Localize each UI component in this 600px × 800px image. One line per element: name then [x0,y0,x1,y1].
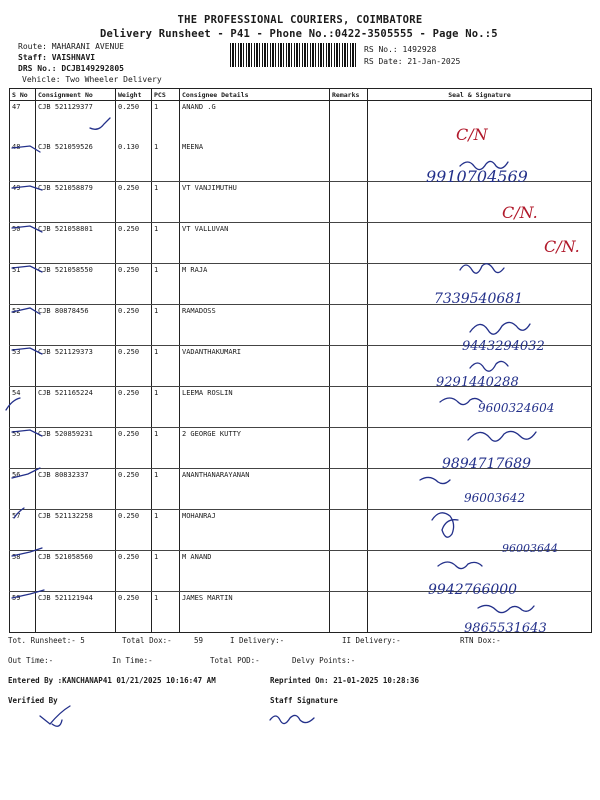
tick-mark [90,118,110,129]
row-sno: 54 [10,387,36,428]
row-pcs: 1 [152,141,180,182]
row-sno: 49 [10,182,36,223]
row-consignment: CJB 521058879 [36,182,116,223]
strike-mark [12,146,40,152]
row-consignee: 2 GEORGE KUTTY [180,428,330,469]
row-sno: 53 [10,346,36,387]
total-dox-value: 59 [194,636,204,645]
row-consignment: CJB 521129377 [36,101,116,142]
ii-delivery: II Delivery:- [342,636,401,645]
footer-totals [8,636,592,648]
strike-mark [12,266,42,272]
row-sno: 56 [10,469,36,510]
row-weight: 0.250 [116,182,152,223]
row-consignment: CJB 521121944 [36,592,116,633]
row-weight: 0.250 [116,223,152,264]
strike-mark [14,508,24,518]
strike-mark [12,186,42,190]
col-remarks: Remarks [330,89,368,101]
row-sno: 47 [10,101,36,142]
row-pcs: 1 [152,510,180,551]
signature-scribble [460,264,504,273]
row-sno: 57 [10,510,36,551]
vehicle-label: Vehicle: [22,75,61,84]
signature-scribble [470,361,508,371]
row-sno: 51 [10,264,36,305]
col-seal-signature: Seal & Signature [368,89,592,101]
row-pcs: 1 [152,387,180,428]
route-value: MAHARANI AVENUE [51,42,124,51]
row-weight: 0.250 [116,428,152,469]
row-consignment: CJB 521058801 [36,223,116,264]
verified-by: Verified By [8,696,58,705]
phone-note-55: 9894717689 [442,456,532,472]
row-consignee: M RAJA [180,264,330,305]
staff-label: Staff: [18,53,47,62]
phone-note-54: 9600324604 [478,401,555,415]
signature-scribble [420,477,450,483]
footer-times [8,656,592,668]
row-pcs: 1 [152,182,180,223]
delvy-points: Delvy Points:- [292,656,356,665]
rs-no-label: RS No.: [364,45,398,54]
row-consignee: VADANTHAKUMARI [180,346,330,387]
row-consignee: ANAND .G [180,101,330,142]
row-consignment: CJB 521165224 [36,387,116,428]
footer-entry [8,676,592,688]
strike-mark [6,398,20,410]
signature-scribble [438,562,482,569]
row-consignee: VT VALLUVAN [180,223,330,264]
staff-signature-mark [270,715,314,723]
staff-value: VAISHNAVI [51,53,96,62]
reprinted-on: Reprinted On: 21-01-2025 10:28:36 [270,676,420,685]
row-consignee: JAMES MARTIN [180,592,330,633]
row-pcs: 1 [152,223,180,264]
entered-by: Entered By :KANCHANAP41 01/21/2025 10:16:47 AM [8,676,216,685]
row-consignment: CJB 521058550 [36,264,116,305]
strike-mark [12,226,42,232]
footer-signatures [8,696,592,708]
cin-note-3: C/N. [544,237,580,256]
row-consignee: MEENA [180,141,330,182]
out-time: Out Time:- [8,656,54,665]
row-weight: 0.250 [116,101,152,142]
row-consignee: M ANAND [180,551,330,592]
rtn-dox: RTN Dox:- [460,636,501,645]
row-weight: 0.130 [116,141,152,182]
runsheet-title: Delivery Runsheet - P41 - Phone No.:0422-3505555 - Page No.:5 [100,28,498,40]
row-pcs: 1 [152,264,180,305]
row-consignment: CJB 80878456 [36,305,116,346]
row-consignment: CJB 521129373 [36,346,116,387]
col-sno: S No [10,89,36,101]
col-consignment: Consignment No [36,89,116,101]
row-pcs: 1 [152,428,180,469]
tot-runsheet: Tot. Runsheet:- 5 [8,636,85,645]
route-label: Route: [18,42,47,51]
rs-date-label: RS Date: [364,57,403,66]
strike-mark [12,590,44,598]
row-pcs: 1 [152,346,180,387]
cin-note-1: C/N [456,125,488,144]
row-sno: 50 [10,223,36,264]
strike-mark [12,468,40,478]
phone-note-57: 96003644 [502,542,558,555]
phone-note-59: 9865531643 [464,621,547,636]
signature-scribble [432,513,458,537]
phone-note-58: 9942766000 [428,582,518,598]
row-consignee: LEEMA ROSLIN [180,387,330,428]
strike-mark [12,430,42,436]
strike-mark [12,348,42,354]
total-dox-label: Total Dox:- [122,636,172,645]
row-sno: 59 [10,592,36,633]
col-pcs: PCS [152,89,180,101]
row-sno: 58 [10,551,36,592]
phone-note-48: 9910704569 [426,167,528,186]
strike-mark [12,308,40,314]
phone-note-56: 96003642 [464,491,526,505]
row-consignment: CJB 521132258 [36,510,116,551]
signature-scribble [440,398,482,405]
col-consignee: Consignee Details [180,89,330,101]
signature-scribble [478,605,534,612]
row-pcs: 1 [152,592,180,633]
row-pcs: 1 [152,551,180,592]
signature-scribble [468,431,536,441]
row-weight: 0.250 [116,510,152,551]
row-pcs: 1 [152,101,180,142]
row-consignment: CJB 80832337 [36,469,116,510]
drs-value: DCJB149292805 [61,64,124,73]
row-consignee: RAMADOSS [180,305,330,346]
row-pcs: 1 [152,305,180,346]
row-sno: 48 [10,141,36,182]
row-sno: 52 [10,305,36,346]
drs-label: DRS No.: [18,64,57,73]
signature-scribble [470,322,530,334]
verified-signature [40,706,70,726]
col-weight: Weight [116,89,152,101]
staff-signature: Staff Signature [270,696,338,705]
row-weight: 0.250 [116,592,152,633]
phone-note-53: 9291440288 [436,375,519,390]
i-delivery: I Delivery:- [230,636,285,645]
in-time: In Time:- [112,656,153,665]
row-consignment: CJB 520859231 [36,428,116,469]
row-consignment: CJB 521058560 [36,551,116,592]
strike-mark [12,548,42,556]
row-sno: 55 [10,428,36,469]
row-consignee: VT VANJIMUTHU [180,182,330,223]
vehicle-value: Two Wheeler Delivery [65,75,162,84]
company-name: THE PROFESSIONAL COURIERS, COIMBATORE [177,14,423,26]
row-weight: 0.250 [116,387,152,428]
row-consignment: CJB 521059526 [36,141,116,182]
row-weight: 0.250 [116,264,152,305]
phone-note-52: 9443294032 [462,339,545,354]
total-pod: Total POD:- [210,656,260,665]
row-weight: 0.250 [116,469,152,510]
phone-note-51: 7339540681 [434,291,524,307]
rs-date-value: 21-Jan-2025 [407,57,461,66]
row-consignee: MOHANRAJ [180,510,330,551]
row-weight: 0.250 [116,346,152,387]
row-weight: 0.250 [116,551,152,592]
rs-no-value: 1492928 [402,45,437,54]
row-pcs: 1 [152,469,180,510]
row-consignee: ANANTHANARAYANAN [180,469,330,510]
row-weight: 0.250 [116,305,152,346]
cin-note-2: C/N. [502,203,538,222]
